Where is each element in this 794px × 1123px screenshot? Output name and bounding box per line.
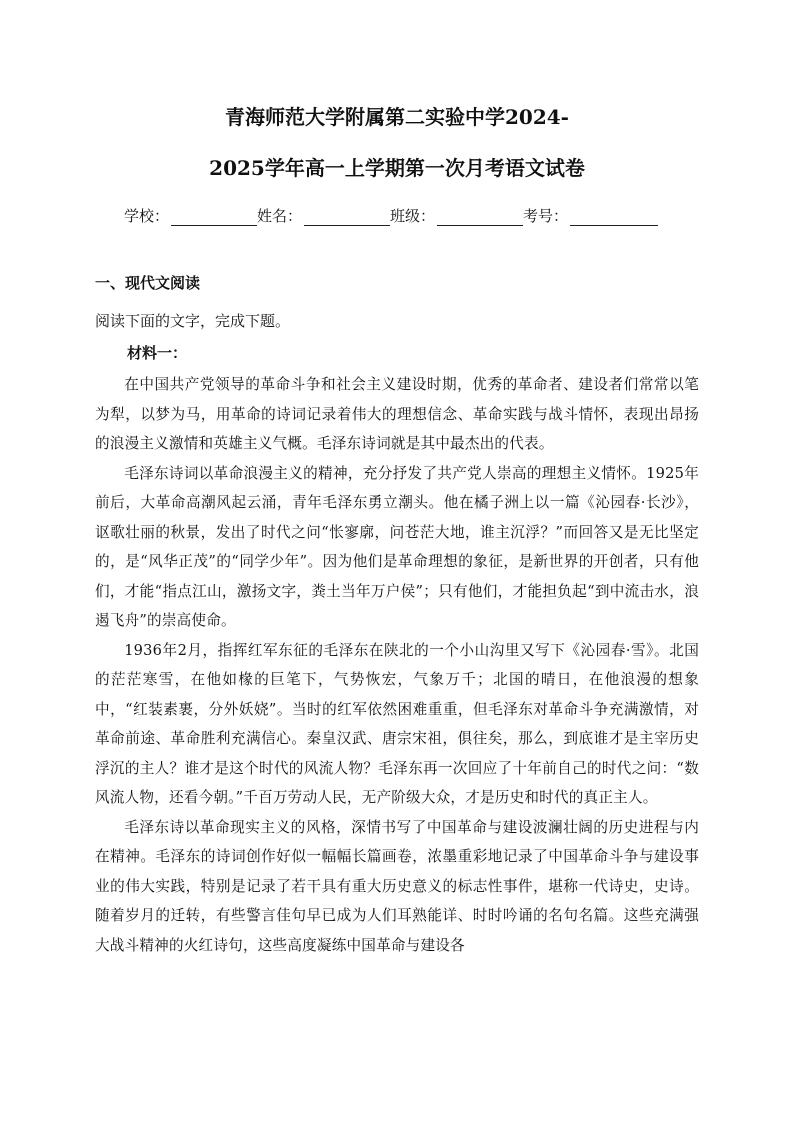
exam-number-blank[interactable]	[570, 207, 658, 226]
exam-number-field	[523, 206, 658, 226]
class-field	[390, 206, 523, 226]
passage-paragraph: 毛泽东诗词以革命浪漫主义的精神，充分抒发了共产党人崇高的理想主义情怀。1925年前后，大革命高潮风起云涌，青年毛泽东勇立潮头。他在橘子洲上以一篇《沁园春·长沙》，讴歌壮丽的秋景，发出了时代之问“怅寥廓，问苍茫大地，谁主沉浮？”而回答又是无比坚定的，是“风华正茂”的“同学少年”。因为他们是革命理想的象征，是新世界的开创者，只有他们，才能“指点江山，激扬文字，粪土当年万户侯”；只有他们，才能担负起“到中流击水，浪遏飞舟”的崇高使命。	[95, 464, 699, 629]
name-blank[interactable]	[304, 207, 390, 226]
section-heading: 一、现代文阅读	[95, 274, 201, 292]
school-label: 学校：	[124, 207, 170, 225]
name-field	[257, 206, 390, 226]
reading-instruction: 阅读下面的文字，完成下题。	[95, 312, 291, 330]
exam-number-label: 考号：	[523, 207, 569, 225]
exam-title-line-2: 2025学年高一上学期第一次月考语文试卷	[209, 156, 585, 180]
student-info-row	[124, 206, 684, 226]
passage-paragraph: 1936年2月，指挥红军东征的毛泽东在陕北的一个小山沟里又写下《沁园春·雪》。北国的茫茫寒雪，在他如椽的巨笔下，气势恢宏，气象万千；北国的晴日，在他浪漫的想象中，“红装素裹，分外妖娆”。当时的红军依然困难重重，但毛泽东对革命斗争充满激情，对革命前途、革命胜利充满信心。秦皇汉武、唐宗宋祖，俱往矣，那么，到底谁才是主宰历史浮沉的主人？谁才是这个时代的风流人物？毛泽东再一次回应了十年前自己的时代之问：“数风流人物，还看今朝。”千百万劳动人民，无产阶级大众，才是历史和时代的真正主人。	[95, 641, 699, 806]
school-field	[124, 206, 257, 226]
reading-passage	[95, 370, 699, 960]
school-blank[interactable]	[171, 207, 257, 226]
exam-title-line-1: 青海师范大学附属第二实验中学2024-	[225, 105, 569, 129]
name-label: 姓名：	[257, 207, 303, 225]
class-label: 班级：	[390, 207, 436, 225]
material-title: 材料一：	[127, 344, 188, 362]
class-blank[interactable]	[437, 207, 523, 226]
passage-paragraph: 毛泽东诗以革命现实主义的风格，深情书写了中国革命与建设波澜壮阔的历史进程与内在精神。毛泽东的诗词创作好似一幅幅长篇画卷，浓墨重彩地记录了中国革命斗争与建设事业的伟大实践，特别是记录了若干具有重大历史意义的标志性事件，堪称一代诗史，史诗。随着岁月的迁转，有些警言佳句早已成为人们耳熟能详、时时吟诵的名句名篇。这些充满强大战斗精神的火红诗句，这些高度凝练中国革命与建设各	[95, 818, 699, 954]
passage-paragraph: 在中国共产党领导的革命斗争和社会主义建设时期，优秀的革命者、建设者们常常以笔为犁，以梦为马，用革命的诗词记录着伟大的理想信念、革命实践与战斗情怀，表现出昂扬的浪漫主义激情和英雄主义气概。毛泽东诗词就是其中最杰出的代表。	[95, 376, 699, 452]
